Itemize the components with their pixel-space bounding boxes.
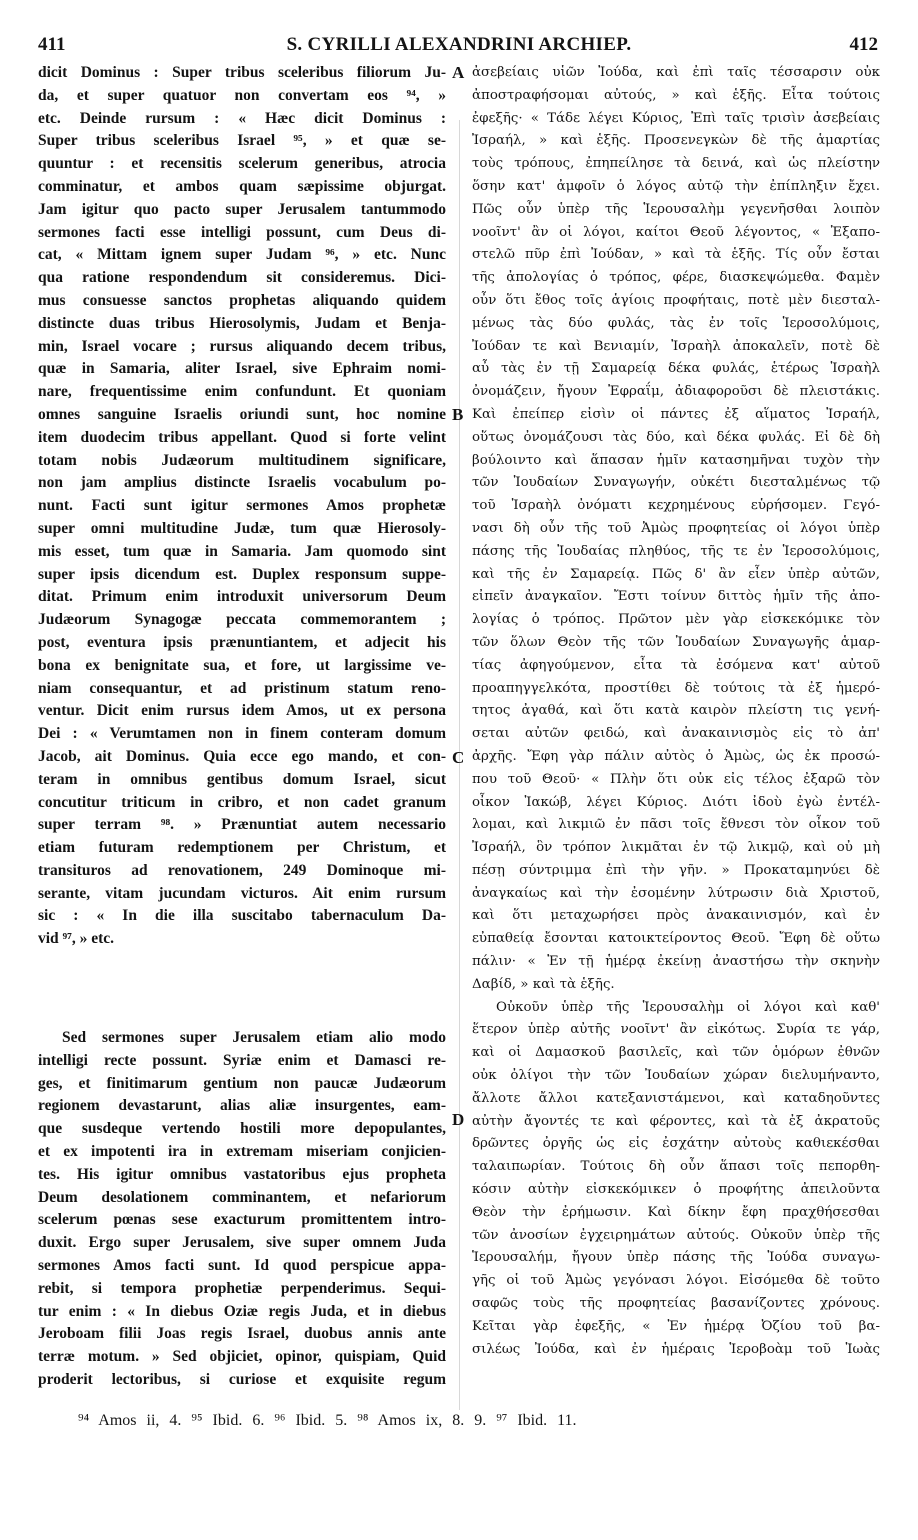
text-line: τῶν Ἰουδαίων Συναγωγήν, οὐκέτι διεσταλμένως τῷ	[472, 475, 880, 491]
text-line: στελῶ πῦρ ἐπὶ Ἰούδαν, » καὶ τὰ ἑξῆς. Τίς οὖν ἔσται	[472, 247, 880, 263]
text-line: ἐφεξῆς· « Τάδε λέγει Κύριος, Ἐπὶ ταῖς τρισὶν ἀσεβείαις	[472, 110, 880, 126]
text-line: εἰπεῖν ἀναγκαῖον. Ἔστι τοίνυν διττὸς ἡμῖν τῆς ἀπο-	[472, 589, 880, 605]
text-line: Ἱερουσαλήμ, ἤγουν ὑπὲρ πάσης τῆς Ἰούδα συναγω-	[472, 1250, 880, 1266]
text-line: καὶ ὅτι μεταχωρήσει πρὸς ἀνακαινισμόν, καὶ ἐν	[472, 908, 880, 924]
text-line: sermones facti esse intelligi possunt, cum Deus di-	[38, 223, 446, 241]
text-line: ditat. Primum enim introduxit universorum Deum	[38, 588, 446, 606]
text-line: post, eventura ipsis prænuntiantem, et adjecit his	[38, 633, 446, 651]
margin-letter-c: C	[452, 748, 465, 767]
text-line: Κεῖται γὰρ ἐφεξῆς, « Ἐν ἡμέρᾳ Ὀζίου τοῦ βα-	[472, 1318, 880, 1334]
text-line: Sed sermones super Jerusalem etiam alio modo	[62, 1029, 446, 1047]
text-line: καὶ οἱ Δαμασκοῦ βασιλεῖς, καὶ τῶν ὁμόρων ἐθνῶν	[472, 1045, 880, 1061]
text-line: duxit. Ergo super Jerusalem, sive super omnem Juda	[38, 1234, 446, 1252]
text-line: da, et super quatuor non convertam eos ⁹⁴, »	[38, 86, 446, 104]
text-line: ἄλλοτε ἄλλοι κατεξανιστάμενοι, καὶ καταδηοῦντες	[472, 1090, 880, 1106]
text-line: quuntur : et recensitis scelerum generibus, atrocia	[38, 155, 446, 173]
text-line: καὶ τῆς ἐν Σαμαρείᾳ. Πῶς δ' ἂν εἶεν ὑπὲρ αὐτῶν,	[472, 566, 880, 582]
text-line: Ἰούδαν τε καὶ Βενιαμίν, Ἰσραὴλ ἀποκαλεῖν, ποτὲ δὲ	[472, 338, 880, 354]
text-line: quæ in Samaria, aliter Israel, sive Ephraim nomi-	[38, 360, 446, 378]
text-line: τοὺς τρόπους, ἐπηπείλησε τὰ δεινά, καὶ ὡς πλείστην	[472, 156, 880, 172]
margin-letter-d: D	[452, 1110, 465, 1129]
text-line: mis esset, tum quæ in Samaria. Jam quomodo sint	[38, 542, 446, 560]
text-line: νοοῖντ' ἂν οἱ λόγοι, καίτοι Θεοῦ λέγοντος, « Ἐξαπο-	[472, 224, 880, 240]
text-line: comminatur, et ambos quam sæpissime objurgat.	[38, 177, 446, 195]
text-line: dicit Dominus : Super tribus sceleribus filiorum Ju-	[38, 64, 446, 81]
text-line: δρῶντες ὀργῆς ὡς εἰς ἐσχάτην αὐτοὺς καθιεκέσθαι	[472, 1136, 880, 1152]
text-line: regionem devastarunt, alias aliæ insurgentes, eam-	[38, 1097, 446, 1115]
text-line: τῆς ἀπολογίας ὁ τρόπος, φέρε, διασκεψώμεθα. Φαμὲν	[472, 270, 880, 286]
text-line: sic : « In die illa suscitabo tabernaculum Da-	[38, 907, 446, 925]
text-line: ἀποστραφήσομαι αὐτούς, » καὶ ἑξῆς. Εἶτα τούτοις	[472, 87, 880, 103]
text-line: cat, « Mittam ignem super Judam ⁹⁶, » etc. Nunc	[38, 246, 446, 264]
latin-paragraph-1	[38, 62, 446, 951]
text-line: Θεὸν τὴν ἐρήμωσιν. Καὶ δίκην ἔφη πραχθήσεσθαι	[472, 1204, 880, 1220]
text-line: αὐτὴν ἄγοντές τε καὶ φέροντες, καὶ τὰ ἐξ ἀκρατοῦς	[472, 1113, 880, 1129]
text-line: τοῦ Ἰσραὴλ ὀνόματι κεχρημένους εὑρήσομεν. Γεγό-	[472, 498, 880, 514]
text-line: terræ motum. » Sed objiciet, opinor, quispiam, Quid	[38, 1348, 446, 1366]
text-line: ventur. Dicit enim rursus idem Amos, ut ex persona	[38, 702, 446, 720]
text-line: λομαι, καὶ λικμιῶ ἐν πᾶσι τοῖς ἔθνεσι τὸν οἶκον τοῦ	[472, 817, 880, 833]
text-line: τίας ἀφηγούμενον, εἶτα τὰ ἐσόμενα κατ' αὐτοῦ	[472, 657, 880, 673]
text-line: οὕτως ὀνομάζουσι τὰς δύο, καὶ δέκα φυλάς. Εἰ δὲ δὴ	[472, 429, 880, 445]
text-line: αὖ τὰς ἐν τῇ Σαμαρείᾳ δέκα φυλάς, ἑτέρως Ἰσραὴλ	[472, 361, 880, 377]
text-line: ὀνομάζειν, ἤγουν Ἐφραΐμ, ἀδιαφοροῦσι δὲ πλειστάκις.	[472, 384, 880, 400]
text-line: σιλέως Ἰούδα, καὶ ἐν ἡμέραις Ἱεροβοὰμ τοῦ Ἰωὰς	[472, 1341, 880, 1357]
text-line: nare, frequentissime enim confundunt. Et quoniam	[38, 383, 446, 401]
text-line: ταλαιπωρίαν. Τούτοις δὴ οὖν ἅπασι τοῖς πεπορθη-	[472, 1159, 880, 1175]
text-line: transituros ad renovationem, 249 Dominoque mi-	[38, 861, 446, 879]
text-line: que susdeque vertendo hostili more depopulantes,	[38, 1120, 446, 1138]
text-line: μένως τὰς δύο φυλάς, τὰς ἐν τοῖς Ἱεροσολύμοις,	[472, 315, 880, 331]
text-line: omnes sanguine Israelis oriundi sunt, hoc nomine	[38, 405, 446, 423]
page-number-right: 412	[849, 34, 878, 55]
text-line: πάσης τῆς Ἰουδαίας πληθύος, τῆς τε ἐν Ἱεροσολύμοις,	[472, 543, 880, 559]
text-line: scelerum pœnas sese exacturum promittentem intro-	[38, 1211, 446, 1229]
text-line: γῆς οἱ τοῦ Ἀμὼς γεγόνασι λόγοι. Εἰσόμεθα δὲ τοῦτο	[472, 1273, 880, 1289]
text-line: κόσιν αὐτὴν εἰσκεκόμικεν ὁ προφήτης ἀπειλοῦντα	[472, 1182, 880, 1198]
text-line: λογίας ὁ τρόπος. Πρῶτον μὲν γὰρ εἰσκεκόμικε τὸν	[472, 612, 880, 628]
text-line: Judæorum Synagogæ peccata commemorantem ;	[38, 611, 446, 629]
text-line: teram in omnibus gentibus domum Israel, sicut	[38, 770, 446, 788]
latin-column	[38, 62, 446, 1392]
page-number-left: 411	[38, 34, 66, 55]
text-line: etiam futuram redemptionem per Christum, et	[38, 839, 446, 857]
text-line: που τοῦ Θεοῦ· « Πλὴν ὅτι οὐκ εἰς τέλος ἐξαρῶ τὸν	[472, 771, 880, 787]
text-line: τῶν ἀνοσίων ἐγχειρημάτων αὐτούς. Οὐκοῦν ὑπὲρ τῆς	[472, 1227, 880, 1243]
text-line: Deum desolationem comminantem, et nefariorum	[38, 1188, 446, 1206]
text-line: σεται αὐτῶν φειδώ, καὶ ἀνακαινισμὸς εἰς τὸ ἀπ'	[472, 726, 880, 742]
text-line: Jam igitur quo pacto super Jerusalem tantummodo	[38, 200, 446, 218]
text-line: Ἰσραήλ, ὃν τρόπον λικμᾶται ἐν τῷ λικμῷ, καὶ οὐ μὴ	[472, 840, 880, 856]
text-line: super ipsis dicendum est. Duplex responsum suppe-	[38, 565, 446, 583]
text-line: item duodecim tribus appellant. Quod si forte velint	[38, 428, 446, 446]
text-line: Jeroboam filii Joas regis Israel, duobus annis ante	[38, 1325, 446, 1343]
text-line: nunt. Facti sunt igitur sermones Amos prophetæ	[38, 497, 446, 515]
text-line: Dei : « Verumtamen non in finem conteram domum	[38, 725, 446, 743]
text-line: tur enim : « In diebus Oziæ regis Juda, et in diebus	[38, 1302, 446, 1320]
text-line: εὐπαθείᾳ ἔσονται κατοικτείροντος Θεοῦ. Ἔφη δὲ οὕτω	[472, 931, 880, 947]
text-line: Ἰσραήλ, » καὶ ἑξῆς. Προσενεγκὼν δὲ τῆς ἁμαρτίας	[472, 133, 880, 149]
text-line: distincte duas tribus Hierosolymis, Judam et Benja-	[38, 314, 446, 332]
text-line: τῶν ὅλων Θεὸν τῆς τῶν Ἰουδαίων Συναγωγῆς ἁμαρ-	[472, 634, 880, 650]
text-line: Οὐκοῦν ὑπὲρ τῆς Ἱερουσαλὴμ οἱ λόγοι καὶ καθ'	[496, 999, 880, 1015]
greek-text	[472, 62, 880, 1361]
text-line: super omni multitudine Judæ, tum quæ Hierosoly-	[38, 519, 446, 537]
text-line: νασι δὴ οὖν τῆς τοῦ Ἀμὼς προφητείας οἱ λόγοι ὑπὲρ	[472, 520, 880, 536]
text-line: οὖν ὅτι ἔθος τοῖς ἁγίοις προφήταις, ποτὲ μὲν διεσταλ-	[472, 292, 880, 308]
text-line: οὐκ ὀλίγοι τὴν τῶν Ἰουδαίων χώραν διελυμήναντο,	[472, 1068, 880, 1084]
text-line: ἀναγκαίως καὶ τὴν ἐσομένην λύτρωσιν διὰ Χριστοῦ,	[472, 885, 880, 901]
text-line: etc. Deinde rursum : « Hæc dicit Dominus :	[38, 109, 446, 127]
text-line: σαφῶς τοὺς τῆς προφητείας βασανίζοντες χρόνους.	[472, 1296, 880, 1312]
text-line: Δαβίδ, » καὶ τὰ ἑξῆς.	[472, 976, 615, 992]
text-line: ἀρχῆς. Ἔφη γὰρ πάλιν αὐτὸς ὁ Ἀμὼς, ὡς ἐκ προσώ-	[472, 748, 880, 764]
text-line: Καὶ ἐπείπερ εἰσὶν οἱ πάντες ἐξ αἵματος Ἰσραήλ,	[472, 406, 880, 422]
text-line: bona ex benignitate sua, et fore, ut largissime ve-	[38, 656, 446, 674]
text-line: οἶκον Ἰακώβ, λέγει Κύριος. Διότι ἰδοὺ ἐγὼ ἐντέλ-	[472, 794, 880, 810]
latin-paragraph-2	[38, 1027, 446, 1392]
text-line: tes. His igitur omnibus vastatoribus ejus propheta	[38, 1165, 446, 1183]
greek-column	[472, 62, 880, 1361]
text-line: proderit lectoribus, si curiose et exquisite regum	[38, 1371, 446, 1389]
running-title: S. CYRILLI ALEXANDRINI ARCHIEP.	[286, 34, 632, 55]
text-line: βούλοιντο καὶ ἅπασαν ἡμῖν κατασημῆναι τυχὸν τὴν	[472, 452, 880, 468]
margin-letter-b: B	[452, 405, 464, 424]
text-line: super terram ⁹⁸. » Prænuntiat autem necessario	[38, 816, 446, 834]
text-line: niam consequantur, et ad pristinum statum reno-	[38, 679, 446, 697]
margin-letter-a: A	[452, 63, 465, 82]
text-line: πέσῃ σύντριμμα ἐπὶ τὴν γῆν. » Προκαταμηνύει δὲ	[472, 862, 880, 878]
text-line: sermones Amos facti sunt. Id quod perspicue appa-	[38, 1257, 446, 1275]
paragraph-gap	[38, 951, 446, 1027]
text-line: serante, vitam jucundam victuros. Ait enim rursum	[38, 884, 446, 902]
text-line: totam nobis Judæorum multitudinem significare,	[38, 451, 446, 469]
text-line: concutitur triticum in cribro, et non cadet granum	[38, 793, 446, 811]
footnotes: ⁹⁴ Amos ii, 4. ⁹⁵ Ibid. 6. ⁹⁶ Ibid. 5. ⁹⁸ Amos ix, 8. 9. ⁹⁷ Ibid. 11.	[78, 1412, 577, 1429]
text-line: προαπηγγελκότα, προστίθει δὲ τούτοις τὰ ἐξ ἡμερό-	[472, 680, 880, 696]
text-line: qua ratione respondendum sit consideremus. Dici-	[38, 269, 446, 287]
text-line: intelligi recte possunt. Syriæ enim et Damasci re-	[38, 1051, 446, 1069]
text-line: non jam amplius distincte Israelis vocabulum po-	[38, 474, 446, 492]
text-line: et ex impotenti ira in extremam miseriam conjicien-	[38, 1143, 446, 1161]
text-line: τητος ἀγαθά, καὶ ὅτι κατὰ καιρὸν πλείστη τις γενή-	[472, 703, 880, 719]
text-line: ἕτερον ὑπὲρ αὐτῆς νοοῖντ' ἂν εἰκότως. Συρία τε γάρ,	[472, 1022, 880, 1038]
text-line: Jacob, ait Dominus. Quia ecce ego mando, et con-	[38, 747, 446, 765]
text-line: ὅσην κατ' ἀμφοῖν ὁ λόγος αὐτῷ τὴν ἐπίπληξιν ἔχει.	[472, 178, 880, 194]
text-line: ἀσεβείαις υἱῶν Ἰούδα, καὶ ἐπὶ ταῖς τέσσαρσιν οὐκ	[472, 65, 880, 80]
text-line: vid ⁹⁷, » etc.	[38, 930, 115, 948]
text-line: ges, et finitimarum gentium non paucæ Judæorum	[38, 1074, 446, 1092]
text-line: Super tribus sceleribus Israel ⁹⁵, » et quæ se-	[38, 132, 446, 150]
text-line: πάλιν· « Ἐν τῇ ἡμέρᾳ ἐκείνῃ ἀναστήσω τὴν σκηνὴν	[472, 954, 880, 970]
text-line: mus consuesse sanctos prophetas aliquando quidem	[38, 291, 446, 309]
text-line: rebit, si tempora prophetiæ perpenderimus. Sequi-	[38, 1279, 446, 1297]
text-line: min, Israel vocare ; rursus aliquando decem tribus,	[38, 337, 446, 355]
text-line: Πῶς οὖν ὑπὲρ τῆς Ἱερουσαλὴμ γεγενῆσθαι λοιπὸν	[472, 201, 880, 217]
